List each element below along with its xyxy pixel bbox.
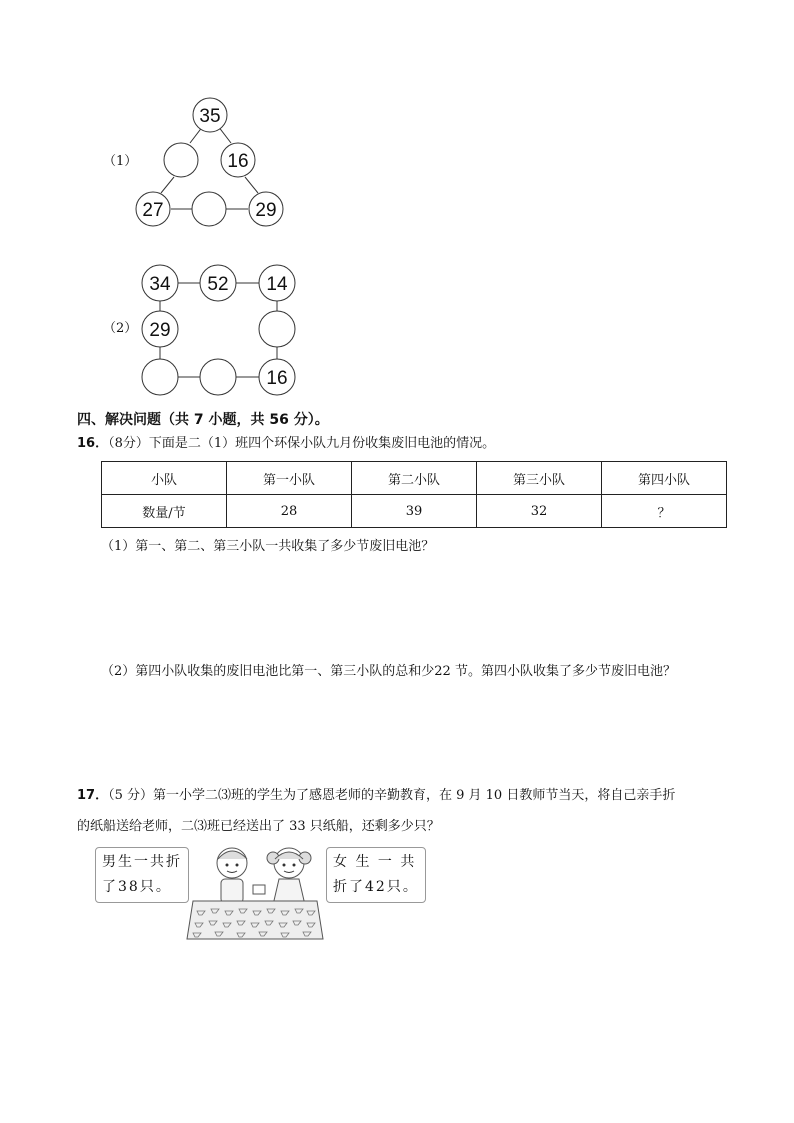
circle-bottom-right-value: 29: [255, 200, 277, 221]
circle-left-mid: [164, 143, 198, 177]
table-header-cell: 第三小队: [477, 462, 602, 495]
table-cell: 28: [227, 495, 352, 528]
sq-mid-left-value: 29: [149, 320, 171, 341]
sq-top-mid-value: 52: [207, 274, 229, 295]
square-puzzle: [135, 260, 305, 400]
question-number: 17．: [77, 788, 109, 803]
question-16-sub1: （1）第一、第二、第三小队一共收集了多少节废旧电池？: [101, 539, 435, 554]
circle-bottom-left-value: 27: [142, 200, 164, 221]
boy-figure: [217, 848, 247, 903]
table-cell: ？: [602, 495, 727, 528]
sq-top-left-value: 34: [149, 274, 171, 295]
question-16-sub2: （2）第四小队收集的废旧电池比第一、第三小队的总和少22 节。第四小队收集了多少节废旧电池？: [101, 664, 676, 679]
table-header-cell: 第一小队: [227, 462, 352, 495]
battery-table: [101, 461, 727, 528]
question-17-line1: 17．（5 分）第一小学二⑶班的学生为了感恩老师的辛勤教育，在 9 月 10 日教师节当天，将自己亲手折: [77, 788, 676, 803]
children-paper-boats-illustration: [185, 843, 325, 943]
question-number: 16．: [77, 436, 109, 451]
circle-bottom-mid: [192, 192, 226, 226]
table-header-cell: 第二小队: [352, 462, 477, 495]
table-cell: 39: [352, 495, 477, 528]
puzzle2-label: （2）: [103, 321, 138, 336]
boats-board: [187, 901, 323, 939]
table-header-cell: 第四小队: [602, 462, 727, 495]
triangle-puzzle: [125, 90, 295, 230]
sq-bottom-right-value: 16: [266, 368, 288, 389]
boys-speech-bubble: 男生一共折 了38只。: [95, 847, 189, 903]
sq-top-right-value: 14: [266, 274, 288, 295]
question-16-intro: [77, 434, 495, 454]
circle-top-value: 35: [199, 106, 221, 127]
table-cell: 32: [477, 495, 602, 528]
puzzle1-label: （1）: [103, 154, 138, 169]
table-header-cell: 小队: [102, 462, 227, 495]
question-17-line2: 的纸船送给老师，二⑶班已经送出了 33 只纸船，还剩多少只？: [77, 819, 440, 834]
girl-figure: [267, 848, 311, 905]
section-title: 四、解决问题（共 7 小题，共 56 分）。: [77, 412, 329, 428]
question-16-text: （8分）下面是二（1）班四个环保小队九月份收集废旧电池的情况。: [108, 436, 496, 451]
table-row: [102, 495, 727, 528]
table-header-row: [102, 462, 727, 495]
girls-speech-bubble: 女 生 一 共 折了42只。: [326, 847, 426, 903]
table-cell: 数量/节: [102, 495, 227, 528]
circle-right-mid-value: 16: [227, 151, 249, 172]
